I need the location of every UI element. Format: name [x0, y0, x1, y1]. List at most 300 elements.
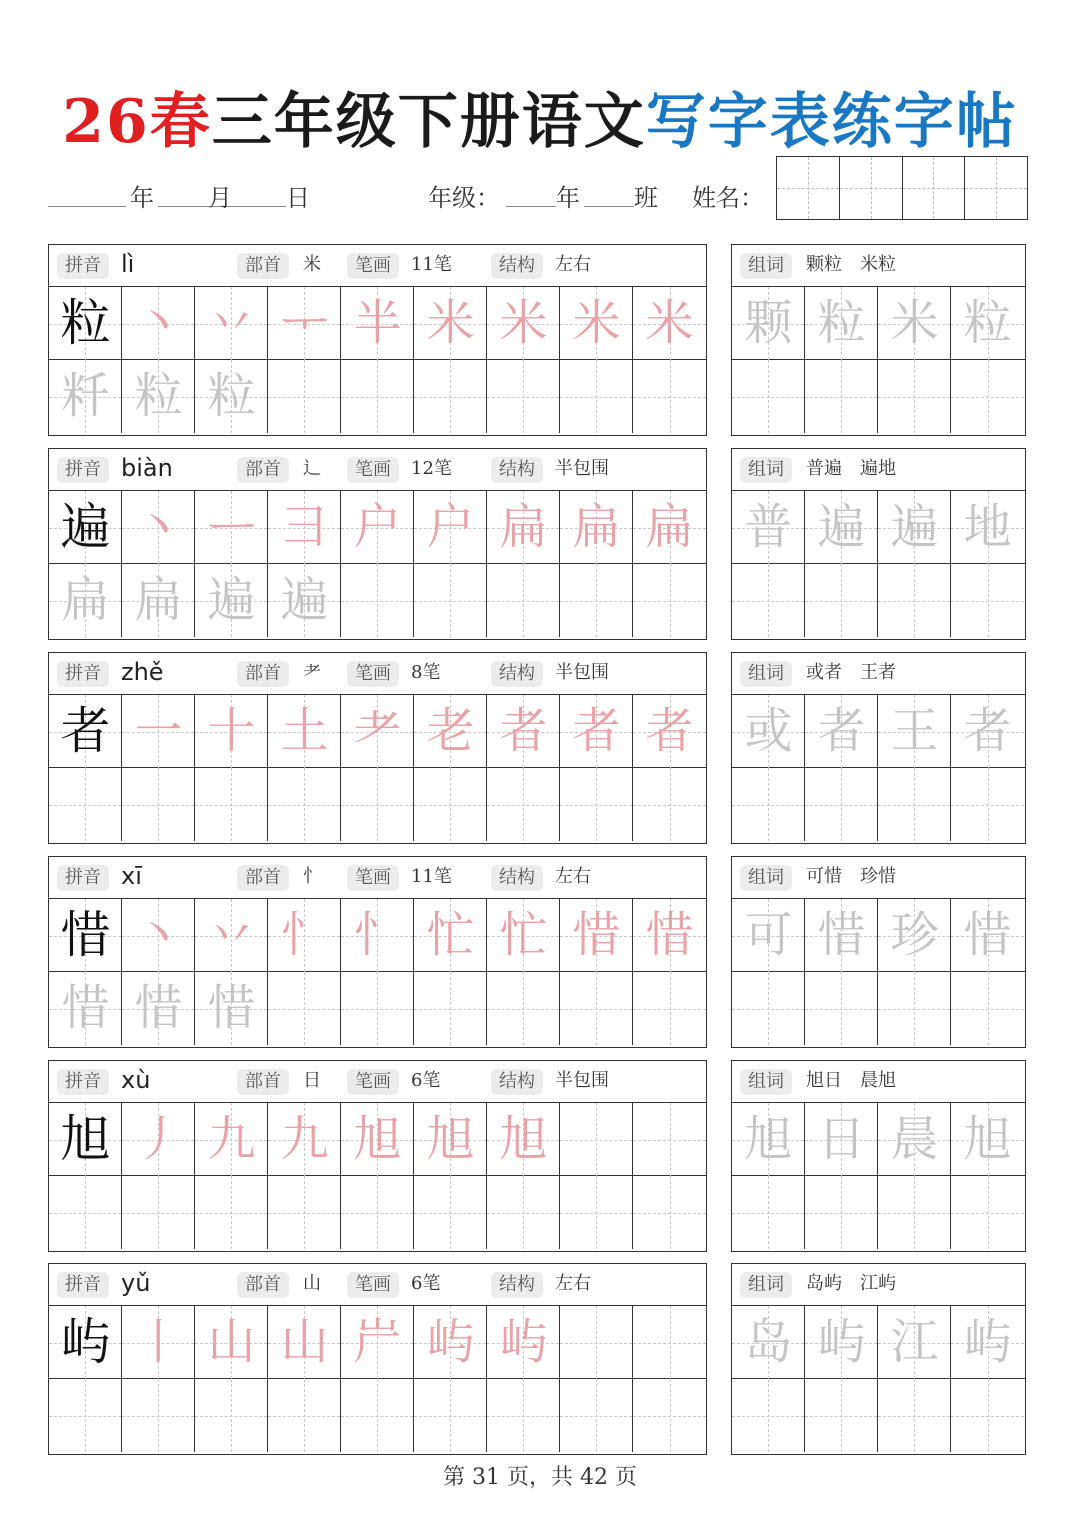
stroke-character: 惜 [207, 980, 256, 1036]
structure-tag: 结构 [491, 1272, 543, 1298]
word-panel-6 [731, 1263, 1026, 1455]
pinyin-value: zhě [121, 658, 164, 686]
practice-cell[interactable] [414, 695, 487, 768]
practice-cell[interactable] [49, 695, 122, 768]
practice-cell[interactable] [633, 287, 706, 360]
word-panel-2 [731, 448, 1026, 640]
stroke-character: 忄 [280, 907, 329, 963]
structure-tag: 结构 [491, 253, 543, 279]
words-value: 可惜 珍惜 [806, 866, 896, 887]
char-info-header [49, 1264, 706, 1306]
word-character: 惜 [963, 907, 1012, 963]
practice-cell[interactable] [487, 972, 560, 1045]
stroke-character: 耂 [353, 703, 402, 759]
practice-cell[interactable] [268, 899, 341, 972]
stroke-character: 旭 [353, 1111, 402, 1167]
stroke-character [560, 1176, 633, 1249]
practice-cell[interactable] [268, 768, 341, 841]
practice-cell[interactable] [341, 1306, 414, 1379]
word-character: 可 [744, 907, 793, 963]
structure-value: 半包围 [555, 662, 609, 683]
word-cell[interactable] [805, 695, 878, 768]
practice-cell[interactable] [341, 564, 414, 637]
practice-cell[interactable] [122, 972, 195, 1045]
model-character: 遍 [60, 498, 111, 556]
practice-cell[interactable] [414, 564, 487, 637]
words-value: 颗粒 米粒 [806, 254, 896, 275]
stroke-character [49, 768, 122, 841]
word-cell[interactable] [732, 695, 805, 768]
practice-cell[interactable] [560, 287, 633, 360]
stroke-character: 米 [426, 295, 475, 351]
page-title [0, 74, 1080, 160]
word-character: 者 [963, 703, 1012, 759]
class-blank[interactable] [584, 206, 634, 207]
stroke-character [487, 1176, 560, 1249]
practice-cell[interactable] [414, 360, 487, 433]
year-blank[interactable] [48, 206, 126, 207]
strokes-value: 8笔 [411, 662, 441, 683]
word-cell[interactable] [951, 1306, 1024, 1379]
practice-cell[interactable] [560, 564, 633, 637]
practice-cell[interactable] [195, 768, 268, 841]
stroke-character: 土 [280, 703, 329, 759]
word-cell[interactable] [878, 1103, 951, 1176]
pinyin-tag: 拼音 [57, 1069, 109, 1095]
practice-cell[interactable] [49, 899, 122, 972]
stroke-character: 屿 [426, 1314, 475, 1370]
radical-tag: 部首 [237, 457, 289, 483]
word-panel-3 [731, 652, 1026, 844]
strokes-tag: 笔画 [347, 1272, 399, 1298]
practice-cell[interactable] [195, 287, 268, 360]
char-info-header [49, 857, 706, 899]
practice-cell[interactable] [560, 972, 633, 1045]
stroke-character [341, 1379, 414, 1452]
practice-cell[interactable] [49, 491, 122, 564]
practice-cell[interactable] [49, 1176, 122, 1249]
stroke-character: 惜 [645, 907, 694, 963]
practice-cell[interactable] [414, 491, 487, 564]
practice-cell[interactable] [195, 1306, 268, 1379]
word-cell[interactable] [732, 1306, 805, 1379]
stroke-character [268, 972, 341, 1045]
stroke-character [487, 360, 560, 433]
practice-cell[interactable] [487, 1306, 560, 1379]
stroke-character: 遍 [207, 572, 256, 628]
stroke-character [49, 1176, 122, 1249]
word-cell[interactable] [878, 491, 951, 564]
structure-value: 半包围 [555, 458, 609, 479]
practice-cell[interactable] [487, 287, 560, 360]
pinyin-value: biàn [121, 454, 173, 482]
practice-cell[interactable] [268, 972, 341, 1045]
practice-cell[interactable] [49, 564, 122, 637]
model-character: 者 [60, 702, 111, 760]
char-panel-1 [48, 244, 707, 436]
stroke-character [341, 360, 414, 433]
practice-cell[interactable] [560, 491, 633, 564]
stroke-character [195, 768, 268, 841]
stroke-character [487, 564, 560, 637]
stroke-character: 旭 [426, 1111, 475, 1167]
word-cell[interactable] [732, 972, 805, 1045]
strokes-tag: 笔画 [347, 457, 399, 483]
char-panel-4 [48, 856, 707, 1048]
words-value: 或者 王者 [806, 662, 896, 683]
word-character: 旭 [744, 1111, 793, 1167]
practice-cell[interactable] [49, 1306, 122, 1379]
practice-cell[interactable] [633, 768, 706, 841]
stroke-character: ᅳ [208, 499, 255, 555]
stroke-character: 粁 [61, 368, 110, 424]
word-cell[interactable] [732, 1379, 805, 1452]
practice-cell[interactable] [268, 1103, 341, 1176]
char-panel-5 [48, 1060, 707, 1252]
word-cell[interactable] [805, 360, 878, 433]
word-character: 岛 [744, 1314, 793, 1370]
word-cell[interactable] [732, 287, 805, 360]
practice-cell[interactable] [268, 287, 341, 360]
char-info-header [49, 449, 706, 491]
name-boxes[interactable] [776, 156, 1028, 220]
word-character: 或 [744, 703, 793, 759]
practice-cell[interactable] [268, 564, 341, 637]
word-cell[interactable] [951, 564, 1024, 637]
stroke-character [268, 360, 341, 433]
practice-cell[interactable] [560, 1379, 633, 1452]
practice-cell[interactable] [122, 1379, 195, 1452]
practice-cell[interactable] [560, 1306, 633, 1379]
practice-cell[interactable] [341, 491, 414, 564]
practice-cell[interactable] [633, 1379, 706, 1452]
words-tag: 组词 [740, 1272, 792, 1298]
practice-cell[interactable] [560, 695, 633, 768]
stroke-character: 屵 [353, 1314, 402, 1370]
word-cell[interactable] [805, 899, 878, 972]
word-cell[interactable] [878, 695, 951, 768]
stroke-character: 惜 [134, 980, 183, 1036]
word-cell[interactable] [951, 768, 1024, 841]
word-cell[interactable] [951, 1176, 1024, 1249]
pinyin-tag: 拼音 [57, 865, 109, 891]
practice-cell[interactable] [414, 899, 487, 972]
word-cell[interactable] [951, 972, 1024, 1045]
stroke-character [487, 768, 560, 841]
grade-year-label: 年 [556, 184, 580, 212]
stroke-character: 丷 [207, 907, 256, 963]
practice-cell[interactable] [122, 1103, 195, 1176]
practice-cell[interactable] [341, 972, 414, 1045]
practice-cell[interactable] [268, 360, 341, 433]
word-character: 颗 [744, 295, 793, 351]
practice-cell[interactable] [487, 1103, 560, 1176]
practice-cell[interactable] [560, 1103, 633, 1176]
pinyin-tag: 拼音 [57, 457, 109, 483]
practice-cell[interactable] [633, 1306, 706, 1379]
practice-cell[interactable] [195, 1103, 268, 1176]
day-blank[interactable] [236, 206, 286, 207]
model-character: 粒 [60, 294, 111, 352]
stroke-character: 粒 [134, 368, 183, 424]
word-cell[interactable] [732, 768, 805, 841]
word-cell[interactable] [805, 1103, 878, 1176]
stroke-character: 丶 [134, 907, 183, 963]
word-cell[interactable] [878, 768, 951, 841]
practice-cell[interactable] [122, 768, 195, 841]
practice-cell[interactable] [633, 1176, 706, 1249]
strokes-value: 6笔 [411, 1273, 441, 1294]
practice-cell[interactable] [268, 1306, 341, 1379]
word-cell[interactable] [805, 1176, 878, 1249]
stroke-character: 者 [499, 703, 548, 759]
stroke-character: 遍 [280, 572, 329, 628]
practice-cell[interactable] [341, 360, 414, 433]
practice-cell[interactable] [195, 1379, 268, 1452]
stroke-character [341, 768, 414, 841]
stroke-character [341, 972, 414, 1045]
practice-cell[interactable] [560, 768, 633, 841]
stroke-character [560, 1379, 633, 1452]
practice-cell[interactable] [341, 1176, 414, 1249]
word-cell[interactable] [878, 564, 951, 637]
practice-cell[interactable] [122, 360, 195, 433]
practice-cell[interactable] [633, 360, 706, 433]
practice-cell[interactable] [341, 768, 414, 841]
stroke-character [341, 1176, 414, 1249]
practice-cell[interactable] [414, 1176, 487, 1249]
word-cell[interactable] [805, 1306, 878, 1379]
word-cell[interactable] [805, 972, 878, 1045]
stroke-character: 十 [207, 703, 256, 759]
stroke-character: 户 [353, 499, 402, 555]
word-cell[interactable] [732, 491, 805, 564]
structure-value: 左右 [555, 1273, 591, 1294]
practice-cell[interactable] [633, 899, 706, 972]
practice-cell[interactable] [341, 695, 414, 768]
practice-cell[interactable] [414, 768, 487, 841]
practice-cell[interactable] [487, 1379, 560, 1452]
practice-cell[interactable] [560, 360, 633, 433]
practice-cell[interactable] [195, 564, 268, 637]
stroke-character [414, 564, 487, 637]
word-panel-5 [731, 1060, 1026, 1252]
word-cell[interactable] [951, 695, 1024, 768]
word-cell[interactable] [805, 1379, 878, 1452]
name-label: 姓名： [692, 184, 764, 212]
stroke-character [487, 1379, 560, 1452]
practice-cell[interactable] [414, 972, 487, 1045]
word-panel-1 [731, 244, 1026, 436]
practice-cell[interactable] [633, 491, 706, 564]
char-info-header [49, 1061, 706, 1103]
word-cell[interactable] [732, 564, 805, 637]
stroke-character [560, 1306, 633, 1379]
practice-cell[interactable] [49, 972, 122, 1045]
stroke-character: 米 [499, 295, 548, 351]
word-cell[interactable] [951, 491, 1024, 564]
stroke-character: 九 [280, 1111, 329, 1167]
stroke-character [268, 1176, 341, 1249]
practice-cell[interactable] [633, 695, 706, 768]
practice-cell[interactable] [633, 564, 706, 637]
stroke-character [122, 1176, 195, 1249]
stroke-character [633, 1103, 706, 1176]
practice-cell[interactable] [195, 360, 268, 433]
stroke-character: 扁 [134, 572, 183, 628]
practice-cell[interactable] [122, 899, 195, 972]
word-cell[interactable] [805, 491, 878, 564]
stroke-character [414, 1176, 487, 1249]
practice-cell[interactable] [341, 899, 414, 972]
model-character: 惜 [60, 906, 111, 964]
word-cell[interactable] [878, 972, 951, 1045]
radical-tag: 部首 [237, 661, 289, 687]
stroke-character: 半 [353, 295, 402, 351]
practice-cell[interactable] [122, 287, 195, 360]
stroke-character: 米 [572, 295, 621, 351]
word-header [732, 857, 1025, 899]
word-cell[interactable] [951, 899, 1024, 972]
word-cell[interactable] [951, 1103, 1024, 1176]
practice-cell[interactable] [341, 1103, 414, 1176]
word-header [732, 1061, 1025, 1103]
practice-cell[interactable] [487, 360, 560, 433]
word-cell[interactable] [805, 768, 878, 841]
practice-cell[interactable] [195, 972, 268, 1045]
word-cell[interactable] [878, 287, 951, 360]
structure-tag: 结构 [491, 1069, 543, 1095]
practice-cell[interactable] [122, 564, 195, 637]
stroke-character: 山 [207, 1314, 256, 1370]
class-label: 班 [634, 184, 658, 212]
word-cell[interactable] [951, 287, 1024, 360]
stroke-character [560, 360, 633, 433]
practice-cell[interactable] [49, 1379, 122, 1452]
practice-cell[interactable] [122, 695, 195, 768]
word-cell[interactable] [732, 1176, 805, 1249]
stroke-character [487, 972, 560, 1045]
word-header [732, 653, 1025, 695]
word-character: 遍 [817, 499, 866, 555]
practice-cell[interactable] [122, 1176, 195, 1249]
word-character: 者 [817, 703, 866, 759]
stroke-character [268, 768, 341, 841]
word-cell[interactable] [732, 360, 805, 433]
word-cell[interactable] [878, 1379, 951, 1452]
stroke-character [560, 1103, 633, 1176]
strokes-tag: 笔画 [347, 253, 399, 279]
practice-cell[interactable] [560, 899, 633, 972]
word-cell[interactable] [805, 564, 878, 637]
practice-cell[interactable] [487, 491, 560, 564]
practice-cell[interactable] [341, 1379, 414, 1452]
practice-cell[interactable] [633, 1103, 706, 1176]
model-character: 屿 [60, 1313, 111, 1371]
word-panel-4 [731, 856, 1026, 1048]
word-character: 江 [890, 1314, 939, 1370]
practice-cell[interactable] [341, 287, 414, 360]
practice-cell[interactable] [195, 491, 268, 564]
radical-value: 山 [303, 1273, 321, 1294]
word-cell[interactable] [732, 1103, 805, 1176]
practice-cell[interactable] [487, 899, 560, 972]
practice-cell[interactable] [122, 1306, 195, 1379]
words-tag: 组词 [740, 457, 792, 483]
practice-cell[interactable] [560, 1176, 633, 1249]
word-character: 晨 [890, 1111, 939, 1167]
structure-value: 半包围 [555, 1070, 609, 1091]
practice-cell[interactable] [487, 1176, 560, 1249]
word-header [732, 1264, 1025, 1306]
word-cell[interactable] [878, 1306, 951, 1379]
word-cell[interactable] [878, 1176, 951, 1249]
word-cell[interactable] [805, 287, 878, 360]
radical-value: 耂 [303, 662, 321, 683]
structure-value: 左右 [555, 254, 591, 275]
practice-cell[interactable] [414, 1306, 487, 1379]
stroke-character: 忙 [499, 907, 548, 963]
strokes-tag: 笔画 [347, 865, 399, 891]
words-tag: 组词 [740, 253, 792, 279]
practice-cell[interactable] [122, 491, 195, 564]
practice-cell[interactable] [49, 768, 122, 841]
practice-cell[interactable] [49, 1103, 122, 1176]
word-character: 王 [890, 703, 939, 759]
stroke-character: 丨 [134, 1314, 183, 1370]
practice-cell[interactable] [414, 1103, 487, 1176]
word-cell[interactable] [878, 899, 951, 972]
word-cell[interactable] [878, 360, 951, 433]
pinyin-value: xù [121, 1066, 151, 1094]
title-part-3: 写字表练字帖 [645, 87, 1018, 157]
practice-cell[interactable] [195, 899, 268, 972]
word-cell[interactable] [951, 360, 1024, 433]
stroke-character [414, 360, 487, 433]
practice-cell[interactable] [414, 287, 487, 360]
practice-cell[interactable] [49, 360, 122, 433]
radical-value: 辶 [303, 458, 321, 479]
word-cell[interactable] [951, 1379, 1024, 1452]
month-label: 月 [208, 184, 232, 212]
pinyin-tag: 拼音 [57, 661, 109, 687]
practice-cell[interactable] [487, 695, 560, 768]
practice-cell[interactable] [268, 491, 341, 564]
stroke-character: 粒 [207, 368, 256, 424]
radical-value: 米 [303, 254, 321, 275]
practice-cell[interactable] [633, 972, 706, 1045]
practice-cell[interactable] [487, 768, 560, 841]
practice-cell[interactable] [268, 1379, 341, 1452]
word-cell[interactable] [732, 899, 805, 972]
stroke-character: 丷 [207, 295, 256, 351]
stroke-character [633, 1306, 706, 1379]
page-number: 第 31 页，共 42 页 [443, 1465, 637, 1490]
practice-cell[interactable] [414, 1379, 487, 1452]
char-panel-2 [48, 448, 707, 640]
grade-blank[interactable] [506, 206, 556, 207]
practice-cell[interactable] [195, 1176, 268, 1249]
practice-cell[interactable] [268, 695, 341, 768]
practice-cell[interactable] [195, 695, 268, 768]
practice-cell[interactable] [49, 287, 122, 360]
practice-cell[interactable] [268, 1176, 341, 1249]
stroke-character: 惜 [61, 980, 110, 1036]
stroke-character: 山 [280, 1314, 329, 1370]
word-header [732, 449, 1025, 491]
practice-cell[interactable] [487, 564, 560, 637]
stroke-character: 一 [134, 703, 183, 759]
